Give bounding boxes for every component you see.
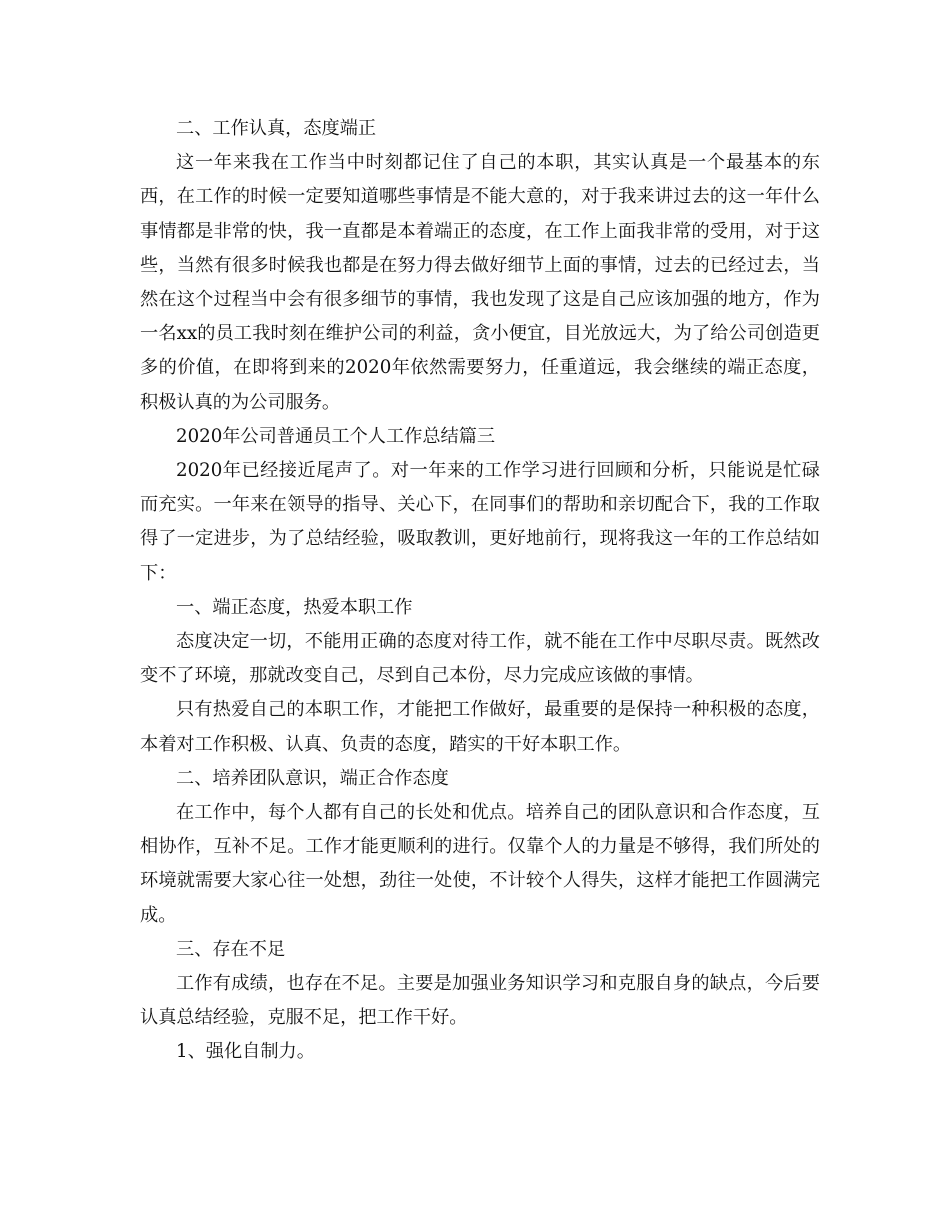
section-heading: 三、存在不足: [176, 938, 286, 960]
list-item: 1、强化自制力。: [176, 1041, 315, 1063]
body-paragraph: 只有热爱自己的本职工作，才能把工作做好，最重要的是保持一种积极的态度，本着对工作积极、认真、负责的态度，踏实的干好本职工作。: [140, 699, 820, 755]
document-body: [140, 112, 820, 1070]
body-paragraph: 工作有成绩，也存在不足。主要是加强业务知识学习和克服自身的缺点，今后要认真总结经验，克服不足，把工作干好。: [140, 973, 820, 1029]
section-heading: 二、培养团队意识，端正合作态度: [176, 767, 449, 789]
article-title: 2020年公司普通员工个人工作总结篇三: [176, 425, 496, 447]
section-heading: 二、工作认真，态度端正: [176, 118, 377, 139]
body-paragraph: 2020年已经接近尾声了。对一年来的工作学习进行回顾和分析，只能说是忙碌而充实。一年来在领导的指导、关心下，在同事们的帮助和亲切配合下，我的工作取得了一定进步，为了总结经验，吸取教训，更好地前行，现将我这一年的工作总结如下：: [140, 460, 820, 584]
body-paragraph: 这一年来我在工作当中时刻都记住了自己的本职，其实认真是一个最基本的东西，在工作的时候一定要知道哪些事情是不能大意的，对于我来讲过去的这一年什么事情都是非常的快，我一直都是本着端正的态度，在工作上面我非常的受用，对于这些，当然有很多时候我也都是在努力得去做好细节上面的事情，过去的已经过去，当然在这个过程当中会有很多细节的事情，我也发现了这是自己应该加强的地方，作为一名xx的员工我时刻在维护公司的利益，贪小便宜，目光放远大，为了给公司创造更多的价值，在即将到来的2020年依然需要努力，任重道远，我会继续的端正态度，积极认真的为公司服务。: [140, 152, 820, 413]
body-paragraph: 态度决定一切，不能用正确的态度对待工作，就不能在工作中尽职尽责。既然改变不了环境，那就改变自己，尽到自己本份，尽力完成应该做的事情。: [140, 631, 820, 687]
body-paragraph: 在工作中，每个人都有自己的长处和优点。培养自己的团队意识和合作态度，互相协作，互补不足。工作才能更顺利的进行。仅靠个人的力量是不够得，我们所处的环境就需要大家心往一处想，劲往一处使，不计较个人得失，这样才能把工作圆满完成。: [140, 802, 820, 926]
section-heading: 一、端正态度，热爱本职工作: [176, 596, 413, 618]
